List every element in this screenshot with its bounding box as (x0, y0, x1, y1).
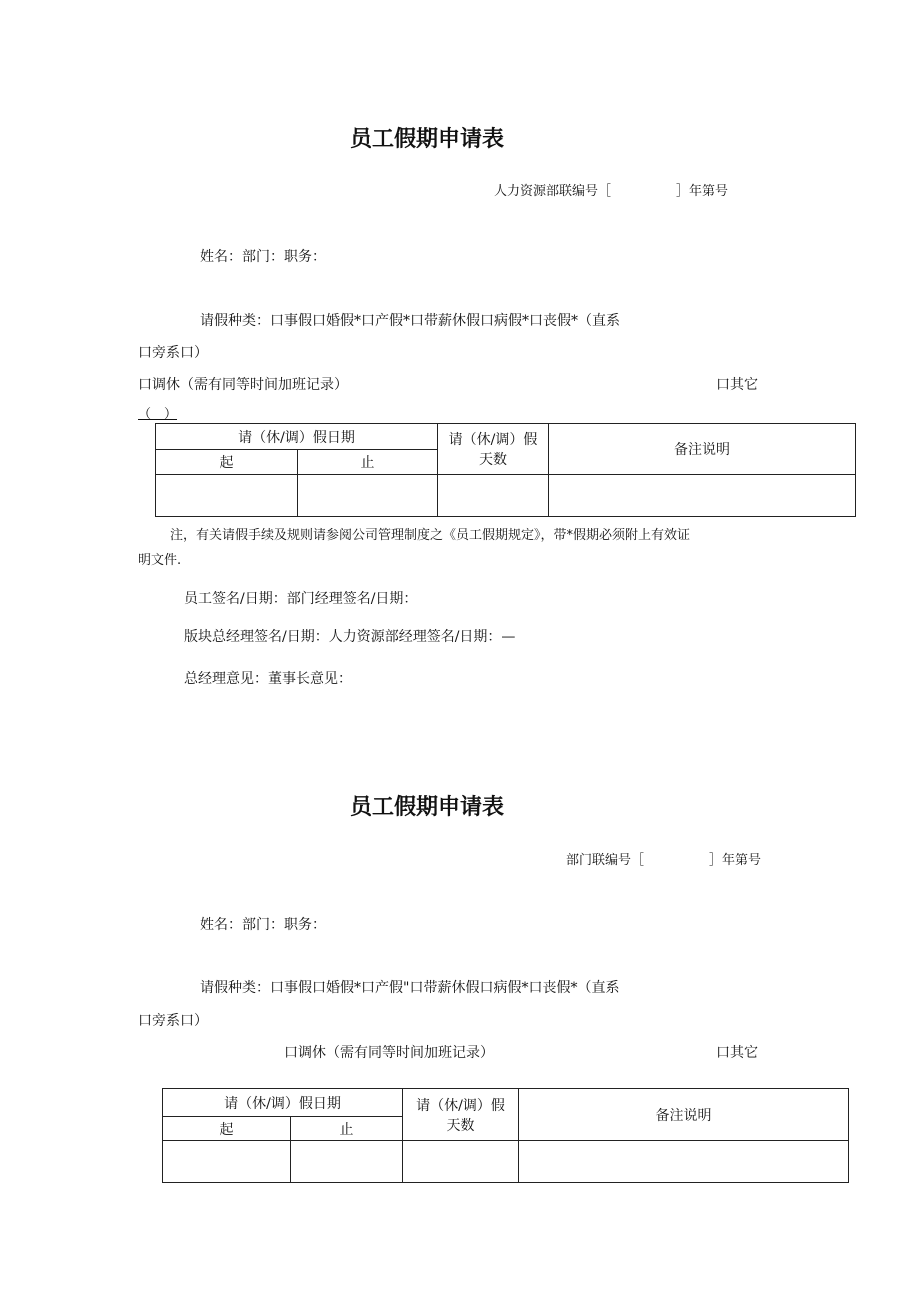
form1-serial-number: 人力资源部联编号［ ］年第号 (494, 184, 729, 199)
form2-serial-number: 部门联编号［ ］年第号 (566, 853, 762, 868)
form2-start-header: 起 (163, 1117, 291, 1141)
form2-info-line: 姓名：部门：职务： (200, 917, 326, 933)
form2-start-cell[interactable] (163, 1141, 291, 1183)
form1-date-header: 请（休/调）假日期 (156, 424, 438, 450)
form2-leave-types-line1: 请假种类：口事假口婚假*口产假"口带薪休假口病假*口丧假*（直系 (200, 980, 620, 996)
form2-title: 员工假期申请表 (350, 795, 505, 820)
form1-info-line: 姓名：部门：职务： (200, 249, 326, 265)
form1-end-cell[interactable] (298, 475, 438, 517)
form1-days-header (438, 424, 549, 475)
form1-sign-line3: 总经理意见：董事长意见： (184, 671, 352, 687)
form1-note-line1: 注，有关请假手续及规则请参阅公司管理制度之《员工假期规定》，带*假期必须附上有效证 (170, 528, 691, 543)
form1-other: 口其它 (716, 377, 758, 393)
form2-end-header: 止 (291, 1117, 403, 1141)
form2-other: 口其它 (716, 1045, 758, 1061)
form2-leave-table (162, 1088, 849, 1183)
form1-end-header: 止 (298, 450, 438, 475)
form1-remarks-header: 备注说明 (549, 424, 856, 475)
form2-comp-leave: 口调休（需有同等时间加班记录） (284, 1045, 494, 1061)
form1-days-cell[interactable] (438, 475, 549, 517)
form1-leave-table (155, 423, 856, 517)
form1-remarks-cell[interactable] (549, 475, 856, 517)
form2-remarks-header: 备注说明 (519, 1089, 849, 1141)
form1-other-paren: （ ） (138, 407, 178, 422)
form1-start-cell[interactable] (156, 475, 298, 517)
form2-days-header-line1: 请（休/调）假 (416, 1097, 505, 1114)
form1-days-header-line1: 请（休/调）假 (448, 432, 538, 448)
form2-days-cell[interactable] (403, 1141, 519, 1183)
form1-start-header: 起 (156, 450, 298, 475)
form2-end-cell[interactable] (291, 1141, 403, 1183)
form1-days-header-line2: 天数 (479, 452, 507, 468)
form2-days-header (403, 1089, 519, 1141)
form2-remarks-cell[interactable] (519, 1141, 849, 1183)
form1-sign-line1: 员工签名/日期：部门经理签名/日期： (184, 591, 418, 607)
form1-leave-types-line1: 请假种类：口事假口婚假*口产假*口带薪休假口病假*口丧假*（直系 (200, 313, 620, 329)
form1-leave-types-line2: 口旁系口） (138, 345, 208, 361)
form2-leave-types-line2: 口旁系口） (138, 1013, 208, 1029)
form1-sign-line2: 版块总经理签名/日期：人力资源部经理签名/日期：— (184, 629, 516, 645)
form1-note-line2: 明文件. (138, 553, 182, 568)
form1-title: 员工假期申请表 (350, 127, 505, 152)
form1-comp-leave: 口调休（需有同等时间加班记录） (138, 377, 348, 393)
form2-date-header: 请（休/调）假日期 (163, 1089, 403, 1117)
form2-days-header-line2: 天数 (446, 1117, 475, 1134)
